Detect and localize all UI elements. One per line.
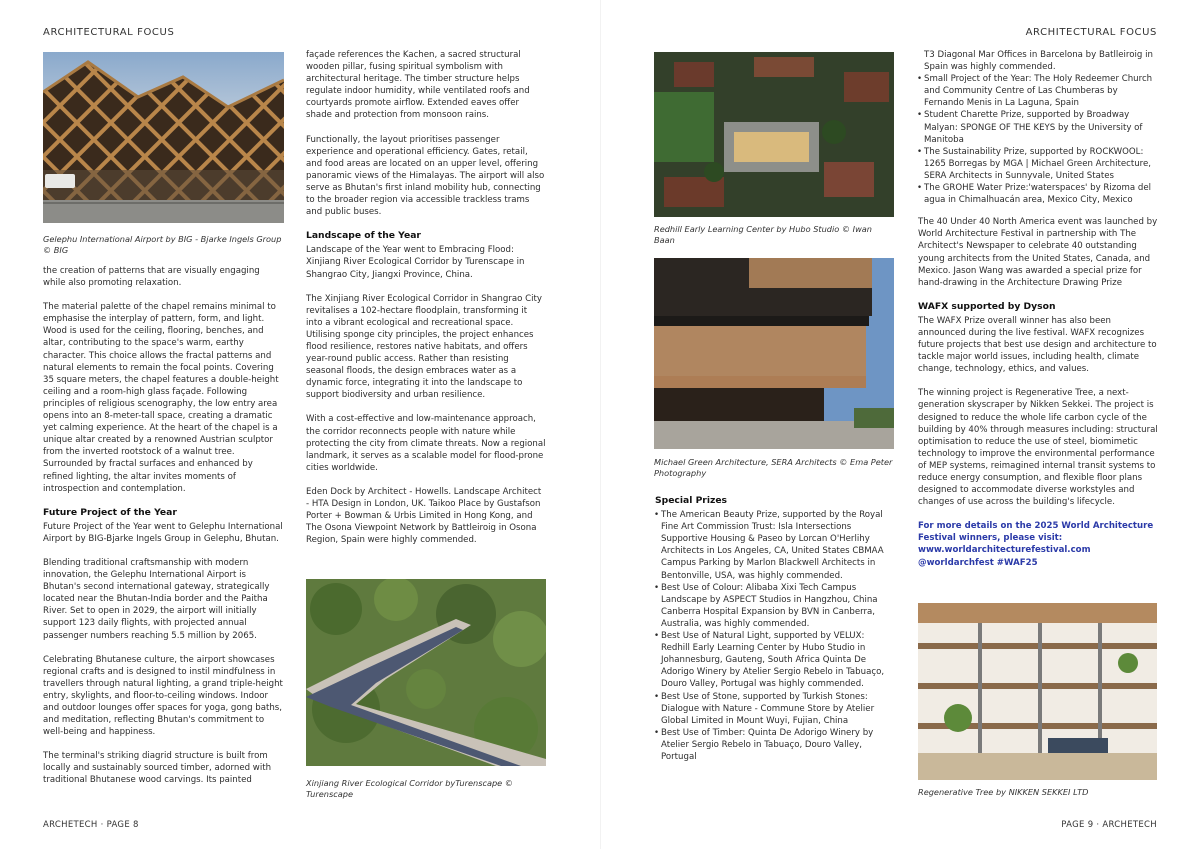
col2-para: Landscape of the Year went to Embracing Flood: Xinjiang River Ecological Corridor by Turenscape in Shangrao City, Jiangxi Province, China. (306, 245, 525, 280)
prize-item: • Student Charette Prize, supported by Broadway Malyan: SPONGE OF THE KEYS by the University of Manitoba (918, 109, 1158, 145)
redhill-caption: Redhill Early Learning Center by Hubo Studio © Iwan Baan (654, 224, 873, 245)
col2-para: With a cost-effective and low-maintenance approach, the corridor reconnects people with nature while protecting the city from climate threats. Now a regional landmark, it serves as a scalable model for flood-prone cities worldwide. (306, 414, 546, 473)
prize-item: • Small Project of the Year: The Holy Redeemer Church and Community Centre of Las Chumberas by Fernando Menis in La Laguna, Spain (918, 73, 1158, 109)
festival-website-link[interactable]: www.worldarchitecturefestival.com (918, 545, 1091, 556)
col2-para: façade references the Kachen, a sacred structural wooden pillar, fusing spiritual symbolism with architectural heritage. The timber structure helps regulate indoor humidity, while ventilated roofs and courtyards promote airflow. Extended eaves offer shade and protection from monsoon rains. (306, 50, 530, 121)
redhill-image (654, 52, 894, 217)
regen-caption: Regenerative Tree by NIKKEN SEKKEI LTD (918, 787, 1089, 797)
prize-item: • Best Use of Natural Light, supported by VELUX: Redhill Early Learning Center by Hubo Studio in Johannesburg, Gauteng, South Africa Quinta De Adorigo Winery by Atelier Sergio Rebelo in Tabuaço, Douro Valley, Portugal was highly commended. (655, 630, 895, 690)
prize-item: • Best Use of Colour: Alibaba Xixi Tech Campus Landscape by ASPECT Studios in Hangzhou, China Canberra Hospital Expansion by BVN in Canberra, Australia, was highly commended. (655, 582, 895, 630)
prize-item: • Best Use of Stone, supported by Turkish Stones: Dialogue with Nature - Commune Store by Atelier Global Limited in Mount Wuyi, Fujian, China (655, 691, 895, 727)
col1-para: the creation of patterns that are visually engaging while also promoting relaxation. (43, 266, 260, 289)
col1-para: Blending traditional craftsmanship with modern innovation, the Gelephu International Airport is Bhutan's second international gateway, strategically located near the Bhutan-India border and the Paitha River. Set to open in 2029, the airport will initially support 123 daily flights, with projected annual passenger numbers reaching 5.5 million by 2065. (43, 557, 270, 641)
col2-para: Eden Dock by Architect - Howells. Landscape Architect - HTA Design in London, UK. Taikoo Place by Gustafson Porter + Bowman & Urbis Limited in Hong Kong, and The Osona Viewpoint Network by Battleiroig in Osona Region, Spain were highly commended. (306, 486, 542, 546)
sera-caption: Michael Green Architecture, SERA Architects © Ema Peter Photography (654, 457, 893, 478)
col1-para: Future Project of the Year went to Gelephu International Airport by BIG-Bjarke Ingels Group in Gelephu, Bhutan. (43, 521, 283, 544)
col4-para: The WAFX Prize overall winner has also been announced during the live festival. WAFX recognizes future projects that best use design and architecture to tackle major world issues, including health, climate change, technology, ethics, and values. (918, 315, 1157, 375)
page-footer-right: PAGE 9 · ARCHETECH (1061, 820, 1157, 830)
heading-future-project: Future Project of the Year (43, 506, 177, 518)
column-3 (655, 495, 895, 773)
prize-item: • The GROHE Water Prize:'waterspaces' by Rizoma del agua in Chimalhuacán area, Mexico City, Mexico (918, 182, 1158, 206)
sera-image (654, 258, 894, 449)
section-header-right: ARCHITECTURAL FOCUS (1025, 27, 1157, 38)
festival-social-handle[interactable]: @worldarchfest #WAF25 (918, 557, 1038, 568)
sera-photo (654, 258, 894, 449)
xinjiang-photo (306, 579, 546, 766)
page-footer-left: ARCHETECH · PAGE 8 (43, 820, 139, 830)
prizes-list-continued (918, 73, 1158, 206)
column-4 (918, 49, 1158, 569)
regen-photo (918, 603, 1157, 780)
col2-para: Functionally, the layout prioritises passenger experience and operational efficiency. Gates, retail, and food areas are located on an upper level, offering panoramic views of the Himalayas. The airport will also serve as Bhutan's first inland mobility hub, connecting to the broader region via accessible trackless trams and public buses. (306, 134, 545, 218)
airport-caption: Gelephu International Airport by BIG - Bjarke Ingels Group © BIG (43, 234, 282, 255)
regen-image (918, 603, 1157, 780)
col4-para: The winning project is Regenerative Tree, a next-generation skyscraper by Nikken Sekkei. The project is designed to reduce the whole life carbon cycle of the building by 40% through measures including: structural optimisation to reduce the use of steel, biomimetic technology to improve the environmental performance of MEP systems, reimagined internal transit systems to reduce energy consumption, and flexible floor plans designed to accommodate diverse workstyles and changes of use across the building's lifecycle. (918, 388, 1158, 508)
col1-para: The terminal's striking diagrid structure is built from locally and sustainably sourced timber, adorned with traditional Bhutanese wood carvings. Its painted (43, 751, 272, 786)
col4-para: The 40 Under 40 North America event was launched by World Architecture Festival in partnership with The Architect's Newspaper to celebrate 40 outstanding young architects from the United States, Canada, and Mexico. Jason Wang was awarded a special prize for hand-drawing in the Architecture Drawing Prize (918, 217, 1158, 288)
column-2 (306, 49, 546, 558)
prize-item: • The Sustainability Prize, supported by ROCKWOOL: 1265 Borregas by MGA | Michael Green Architecture, SERA Architects in Sunnyvale, United States (918, 146, 1158, 182)
col4-continuation: T3 Diagonal Mar Offices in Barcelona by Batlleiroig in Spain was highly commended. (924, 50, 1153, 73)
column-1 (43, 265, 283, 799)
special-prizes-list (655, 509, 895, 763)
airport-photo (43, 52, 284, 223)
prize-item: • The American Beauty Prize, supported by the Royal Fine Art Commission Trust: Isla Intersections Supportive Housing & Paseo by Lorcan O'Herlihy Architects in Los Angeles, CA, United States CBMAA Campus Parking by Marlon Blackwell Architects in Bentonville, USA, was highly commended. (655, 509, 895, 582)
page-gutter (600, 0, 601, 849)
cta-text: For more details on the 2025 World Architecture Festival winners, please visit: (918, 521, 1154, 544)
heading-landscape: Landscape of the Year (306, 230, 421, 242)
heading-wafx: WAFX supported by Dyson (918, 300, 1056, 312)
section-header-left: ARCHITECTURAL FOCUS (43, 27, 175, 38)
col1-para: The material palette of the chapel remains minimal to emphasise the interplay of pattern, form, and light. Wood is used for the ceiling, flooring, benches, and altar, contributing to the space's warm, earthy character. This choice allows the fractal patterns and natural elements to remain the focal points. Covering 35 square meters, the chapel features a double-height ceiling and a room-high glass façade. Following principles of religious scenography, the low entry area opens into an 8-meter-tall space, creating a dramatic yet calming experience. At the heart of the chapel is a unique altar created by a renowned Austrian sculptor from the inverted rootstock of a walnut tree. Surrounded by fractal surfaces and enhanced by refined lighting, the altar invites moments of introspection and contemplation. (43, 302, 279, 494)
prize-item: • Best Use of Timber: Quinta De Adorigo Winery by Atelier Sergio Rebelo in Tabuaço, Douro Valley, Portugal (655, 727, 895, 763)
col2-para: The Xinjiang River Ecological Corridor in Shangrao City revitalises a 102-hectare floodplain, transforming it into a vibrant ecological and recreational space. Utilising sponge city principles, the project enhances flood resilience, restores native habitats, and offers year-round public access. Rather than resisting seasonal floods, the design embraces water as a dynamic force, integrating it into the landscape to support biodiversity and urban resilience. (306, 293, 542, 401)
redhill-photo (654, 52, 894, 217)
col1-para: Celebrating Bhutanese culture, the airport showcases regional crafts and is designed to instil mindfulness in travellers through natural lighting, a grand triple-height entry, skylights, and floor-to-ceiling windows. Indoor and outdoor lounges offer spaces for yoga, gong baths, and meditation, reflecting Bhutan's commitment to well-being and happiness. (43, 654, 283, 738)
xinjiang-caption: Xinjiang River Ecological Corridor byTurenscape © Turenscape (306, 778, 513, 799)
xinjiang-image (306, 579, 546, 766)
heading-special-prizes: Special Prizes (655, 495, 728, 506)
airport-image (43, 52, 284, 223)
